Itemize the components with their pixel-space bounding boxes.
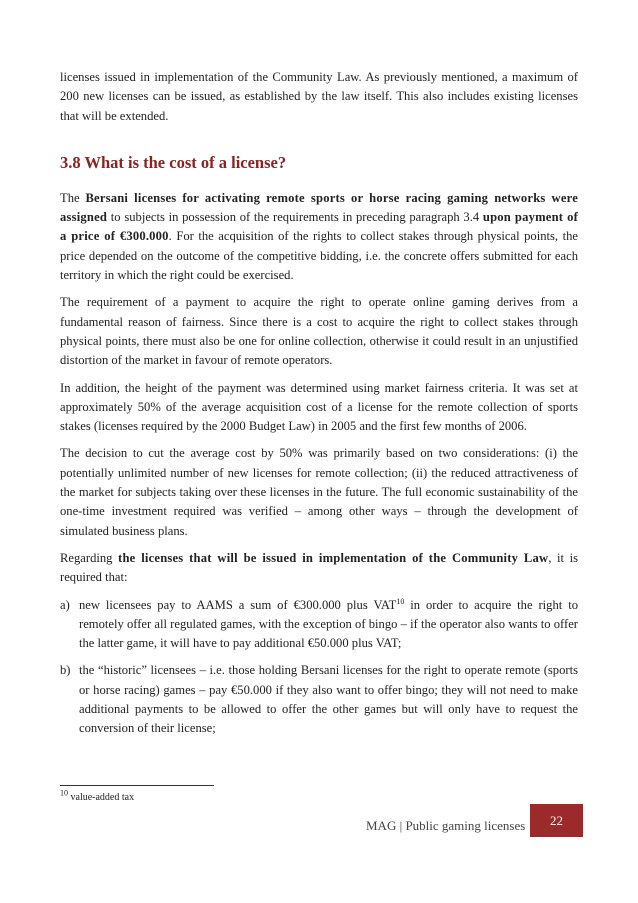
list-item-b-text: the “historic” licensees – i.e. those holding Bersani licenses for the right to operate remote (sports or horse racing) games – pay €50.000 if they also want to offer bingo; they will not need to make additional payments to be allowed to offer the other games but will only have to request the conversion of their license;: [79, 663, 578, 736]
list-marker: a): [60, 597, 70, 612]
p1-text-c: to subjects in possession of the requirements in preceding paragraph 3.4: [107, 210, 483, 225]
footnote: [60, 788, 135, 805]
paragraph-cost-decision: The decision to cut the average cost by 50% was primarily based on two considerations: (i) the potentially unlimited number of new licenses for remote collection; (ii) the reduced attractiveness of the market for subjects taking over these licenses in the future. The full economic sustainability of the one-time investment required was verified – among other ways – through the development of simulated business plans.: [60, 446, 578, 538]
footnote-ref[interactable]: 10: [396, 596, 405, 606]
page-number-badge: 22: [530, 804, 583, 837]
p1-bold-d: upon payment of a price of €300.000: [60, 210, 578, 244]
list-marker: b): [60, 663, 71, 678]
footnote-number: 10: [60, 788, 68, 798]
list-item: [60, 596, 578, 654]
p5-text-a: Regarding: [60, 550, 119, 565]
paragraph-bersani: [60, 189, 578, 285]
intro-paragraph: licenses issued in implementation of the Community Law. As previously mentioned, a maximum of 200 new licenses can be issued, as established by the law itself. This also includes existing licenses that will be extended.: [60, 70, 578, 123]
p1-text-a: The: [60, 190, 86, 205]
paragraph-market-criteria: In addition, the height of the payment was determined using market fairness criteria. It was set at approximately 50% of the average acquisition cost of a license for the remote collection of sports stakes (licenses required by the 2000 Budget Law) in 2005 and the first few months of 2006.: [60, 380, 578, 434]
p5-bold-b: the licenses that will be issued in implementation of the Community Law: [118, 550, 549, 565]
requirements-list: [60, 596, 578, 739]
section-heading: 3.8 What is the cost of a license?: [60, 152, 287, 172]
footer-label: MAG | Public gaming licenses: [366, 818, 526, 833]
list-item-a-pre: new licensees pay to AAMS a sum of €300.000 plus VAT: [79, 597, 397, 612]
list-item-a-post: in order to acquire the right to remotely offer all regulated games, with the exception of bingo – if the operator also wants to offer the latter game, it will have to pay additional €50.000 plus VAT;: [79, 597, 578, 651]
list-item: [60, 661, 578, 738]
paragraph-community-law: [60, 549, 578, 588]
p1-text-e: . For the acquisition of the rights to collect stakes through physical points, the price depended on the outcome of the competitive bidding, i.e. the concrete offers submitted for each territory in which the right could be exercised.: [60, 229, 578, 283]
footnote-divider: [60, 785, 214, 786]
paragraph-fairness: The requirement of a payment to acquire the right to operate online gaming derives from a fundamental reason of fairness. Since there is a cost to acquire the right to collect stakes through physical points, there must also be one for online collection, otherwise it could result in an unjustified distortion of the market in favour of remote operators.: [60, 295, 578, 368]
footnote-text: value-added tax: [68, 792, 135, 803]
p5-text-c: , it is required that:: [60, 550, 579, 585]
page-body: [60, 68, 578, 747]
p1-bold-b: Bersani licenses for activating remote sports or horse racing gaming networks were assigned: [60, 190, 578, 225]
